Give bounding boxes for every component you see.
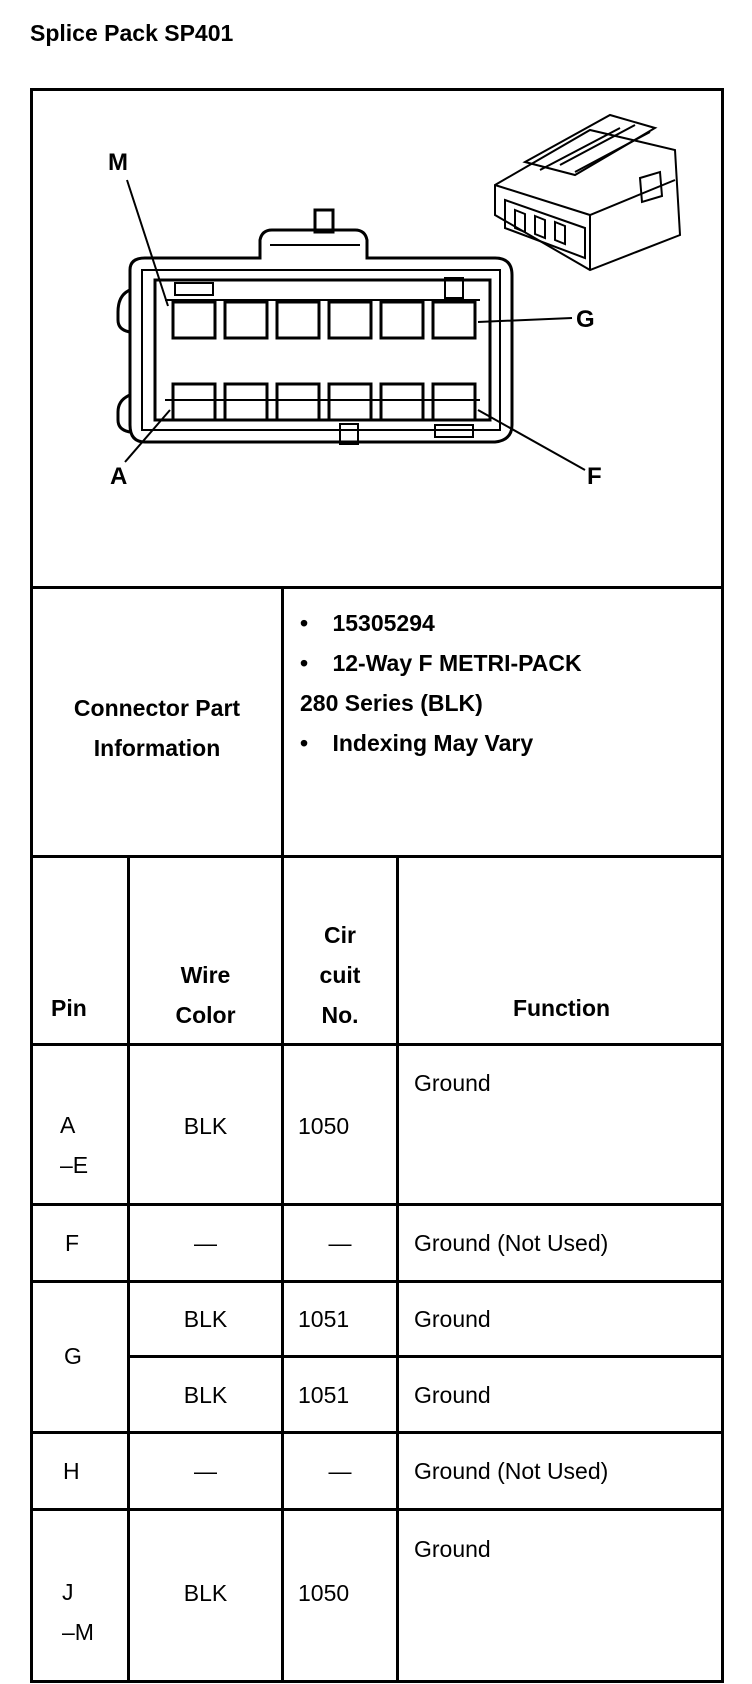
separator [30,1203,724,1206]
label-g: G [576,306,595,333]
part-number: 15305294 [332,610,435,636]
separator [30,1280,724,1283]
table-row-circuit: 1051 [298,1382,350,1408]
connector-table [30,88,724,1682]
table-row-circuit: 1051 [298,1306,350,1332]
header-pin: Pin [51,995,87,1021]
table-row-wire: BLK [183,1382,228,1408]
table-row-function: Ground (Not Used) [414,1230,609,1256]
separator [30,1508,724,1511]
separator [281,586,284,856]
header-circuit: Cir cuit No. [319,922,361,1028]
separator [396,855,399,1682]
separator [30,1431,724,1434]
separator [30,1680,724,1683]
table-row-function: Ground [414,1070,491,1096]
part-number-line: • 15305294 [300,610,435,636]
table-row-pin: G [64,1343,82,1369]
label-a: A [110,463,128,490]
table-row-wire: — [194,1230,217,1256]
table-row-wire: BLK [183,1113,228,1139]
table-row-pin: J –M [62,1579,94,1645]
table-row-wire: BLK [183,1306,228,1332]
table-row-pin: A –E [60,1112,89,1178]
table-row-circuit: 1050 [298,1580,350,1606]
table-row-wire: — [194,1458,217,1484]
indexing-note: Indexing May Vary [332,730,534,756]
table-row-pin: F [65,1230,80,1256]
table-row-function: Ground [414,1382,491,1408]
connector-info-label: Connector Part Information [73,695,241,761]
connector-desc-line: • 12-Way F METRI-PACK [300,650,582,676]
connector-series: 280 Series (BLK) [300,690,483,716]
separator [30,1043,724,1046]
page-title: Splice Pack SP401 [30,20,234,46]
table-row-pin: H [63,1458,80,1484]
table-row-function: Ground (Not Used) [414,1458,609,1484]
table-row-function: Ground [414,1306,491,1332]
separator [30,855,724,858]
table-row-wire: BLK [183,1580,228,1606]
label-m: M [108,149,128,176]
connector-description: 12-Way F METRI-PACK [332,650,582,676]
table-row-circuit: — [328,1458,352,1484]
header-wire-color: Wire Color [175,962,236,1028]
table-row-circuit: — [328,1230,352,1256]
table-row-circuit: 1050 [298,1113,350,1139]
label-f: F [587,463,602,490]
separator [127,1355,724,1358]
indexing-note-line: • Indexing May Vary [300,730,534,756]
table-row-function: Ground [414,1536,491,1562]
header-function: Function [512,995,611,1021]
separator [30,586,724,589]
